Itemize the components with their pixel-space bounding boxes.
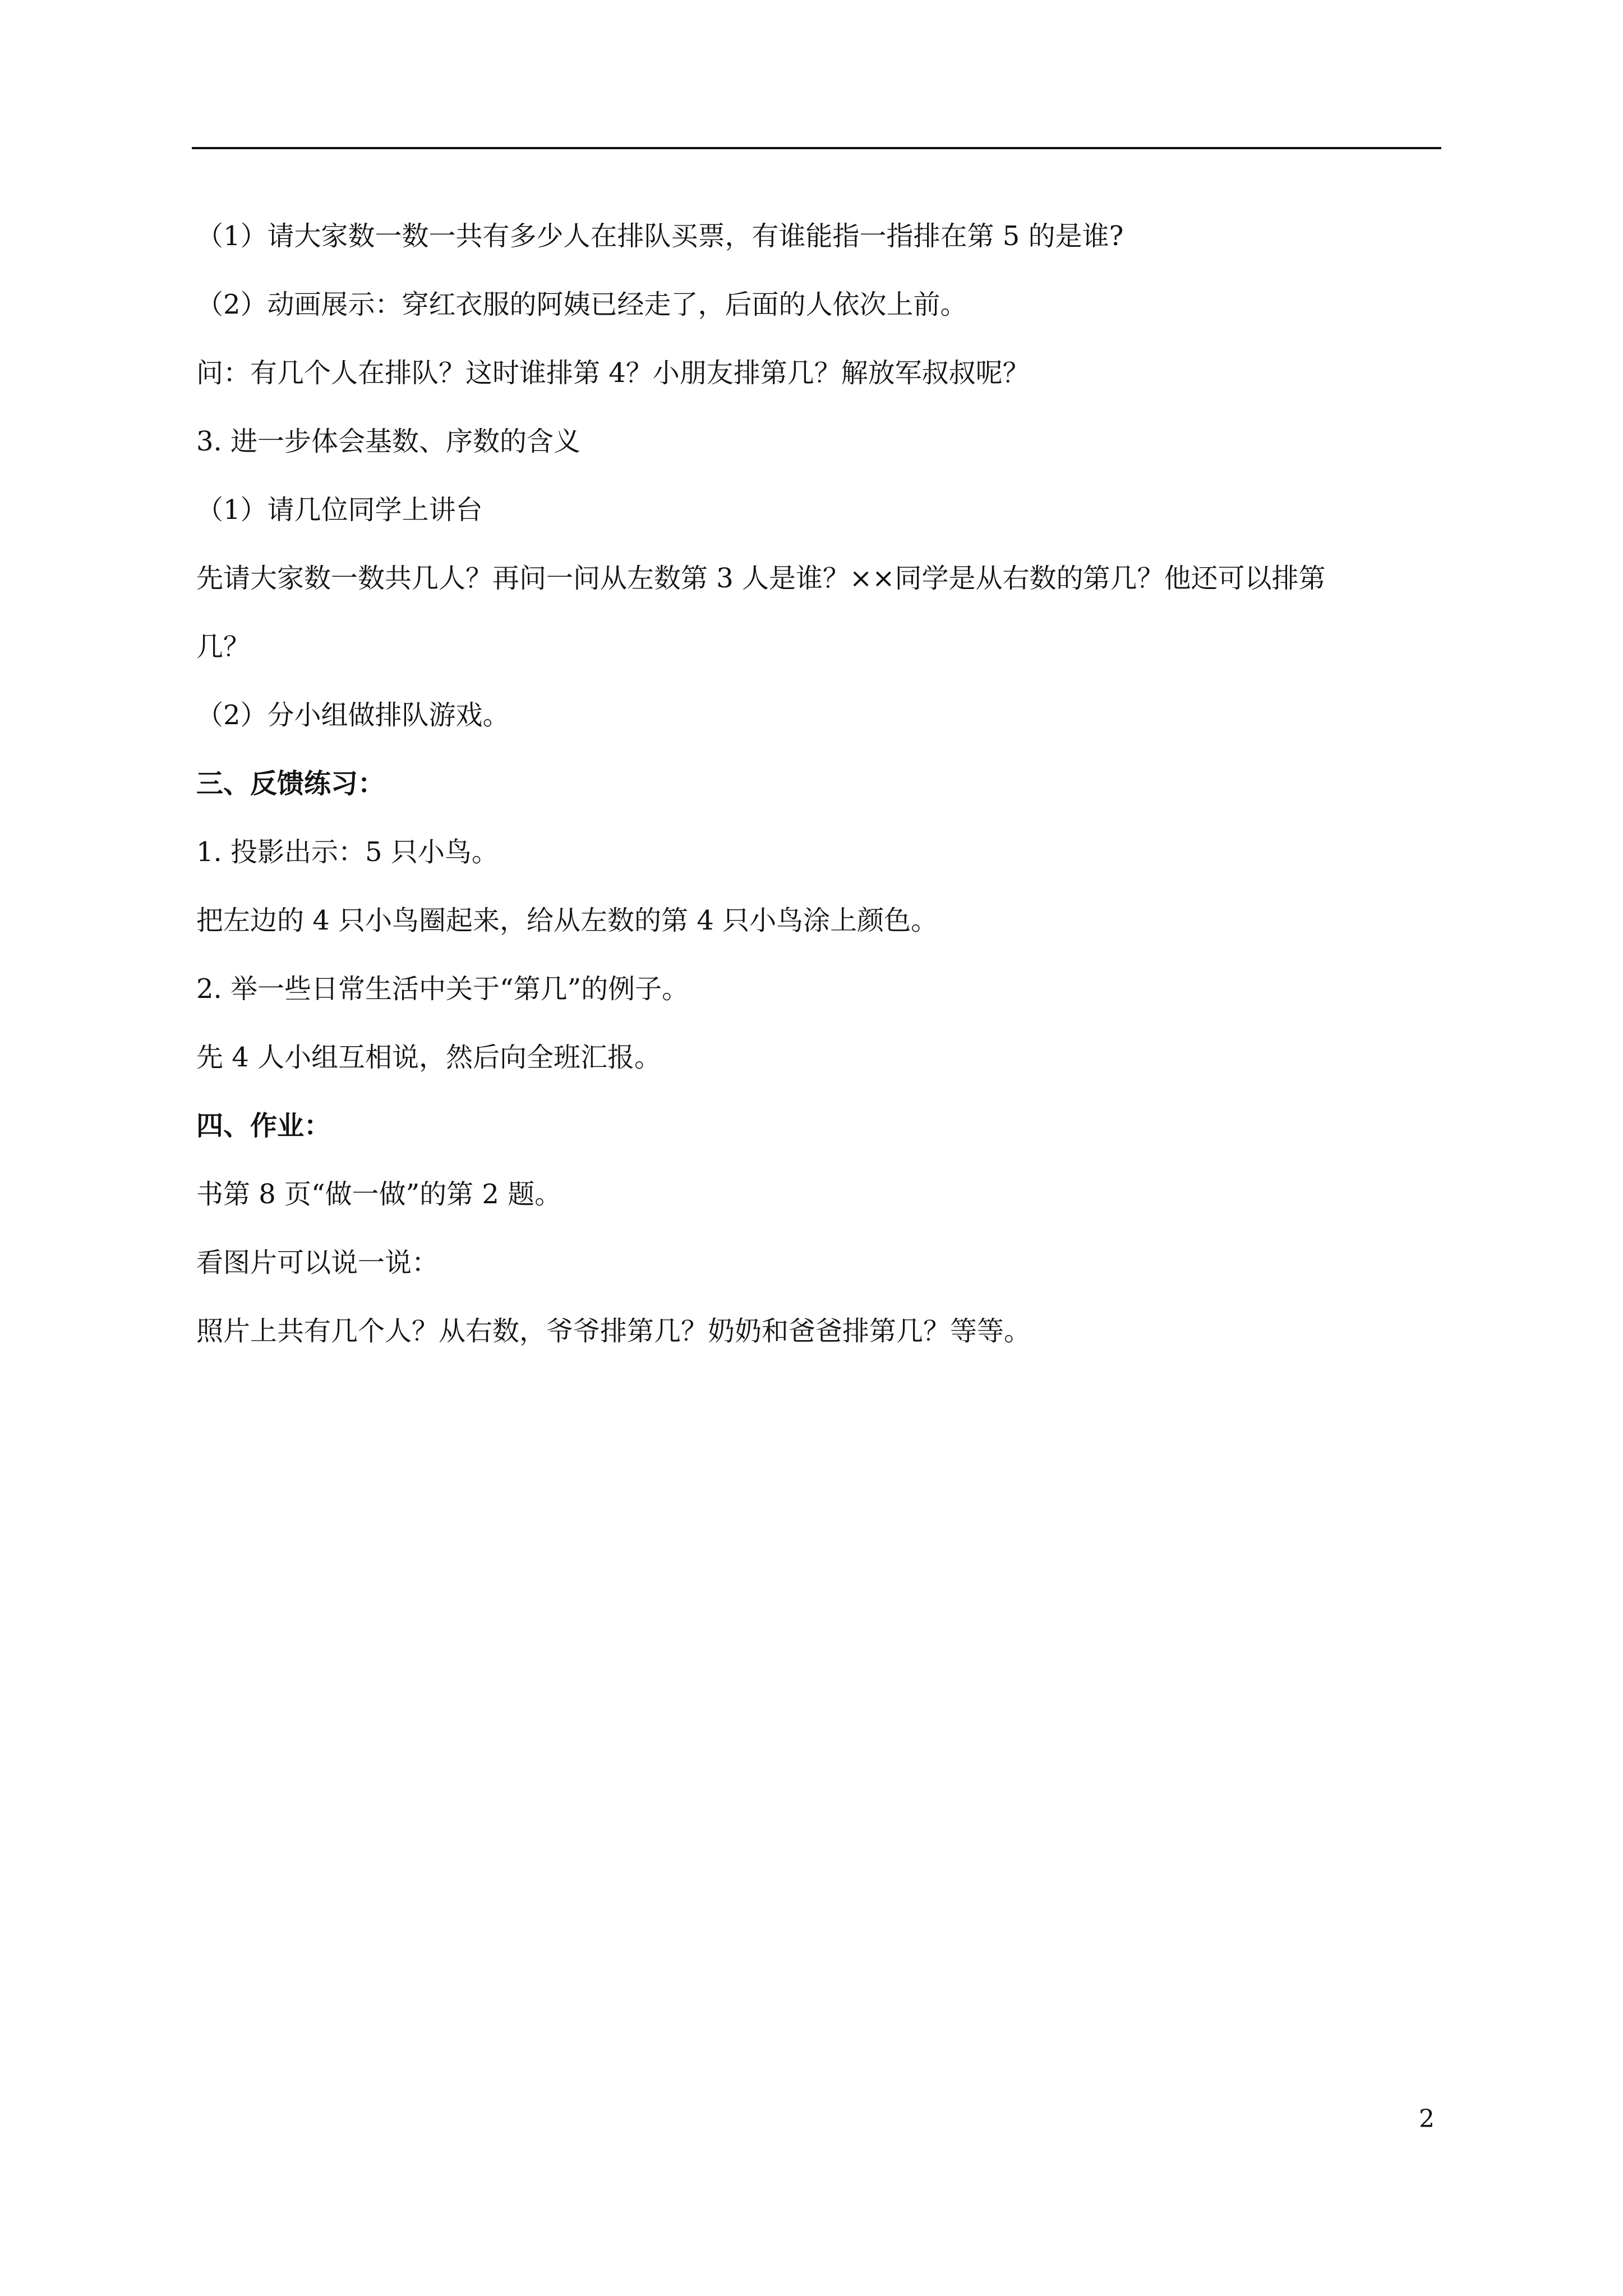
text-line-1: （1）请大家数一数一共有多少人在排队买票，有谁能指一指排在第 5 的是谁? bbox=[196, 220, 1124, 252]
section-heading-homework: 四、作业： bbox=[196, 1110, 331, 1142]
text-line-12: 2. 举一些日常生活中关于“第几”的例子。 bbox=[196, 973, 689, 1005]
text-line-11: 把左边的 4 只小鸟圈起来，给从左数的第 4 只小鸟涂上颜色。 bbox=[196, 905, 938, 936]
text-line-10: 1. 投影出示：5 只小鸟。 bbox=[196, 836, 499, 868]
text-line-3: 问：有几个人在排队？这时谁排第 4？小朋友排第几？解放军叔叔呢？ bbox=[196, 357, 1030, 389]
text-line-13: 先 4 人小组互相说，然后向全班汇报。 bbox=[196, 1042, 662, 1073]
page-number: 2 bbox=[1419, 2105, 1435, 2133]
section-heading-feedback: 三、反馈练习： bbox=[196, 768, 385, 799]
body-text bbox=[196, 202, 1441, 1365]
text-line-17: 照片上共有几个人？从右数，爷爷排第几？奶奶和爸爸排第几？等等。 bbox=[196, 1315, 1031, 1347]
text-line-7: 几？ bbox=[196, 631, 251, 662]
text-line-8: （2）分小组做排队游戏。 bbox=[196, 700, 510, 731]
header-rule bbox=[192, 147, 1441, 149]
text-line-6: 先请大家数一数共几人？再问一问从左数第 3 人是谁？××同学是从右数的第几？他还可以排第 bbox=[196, 563, 1326, 594]
text-line-4: 3. 进一步体会基数、序数的含义 bbox=[196, 426, 581, 457]
text-line-16: 看图片可以说一说： bbox=[196, 1247, 439, 1278]
text-line-2: （2）动画展示：穿红衣服的阿姨已经走了，后面的人依次上前。 bbox=[196, 289, 967, 320]
text-line-15: 书第 8 页“做一做”的第 2 题。 bbox=[196, 1179, 562, 1210]
text-line-5: （1）请几位同学上讲台 bbox=[196, 494, 483, 526]
